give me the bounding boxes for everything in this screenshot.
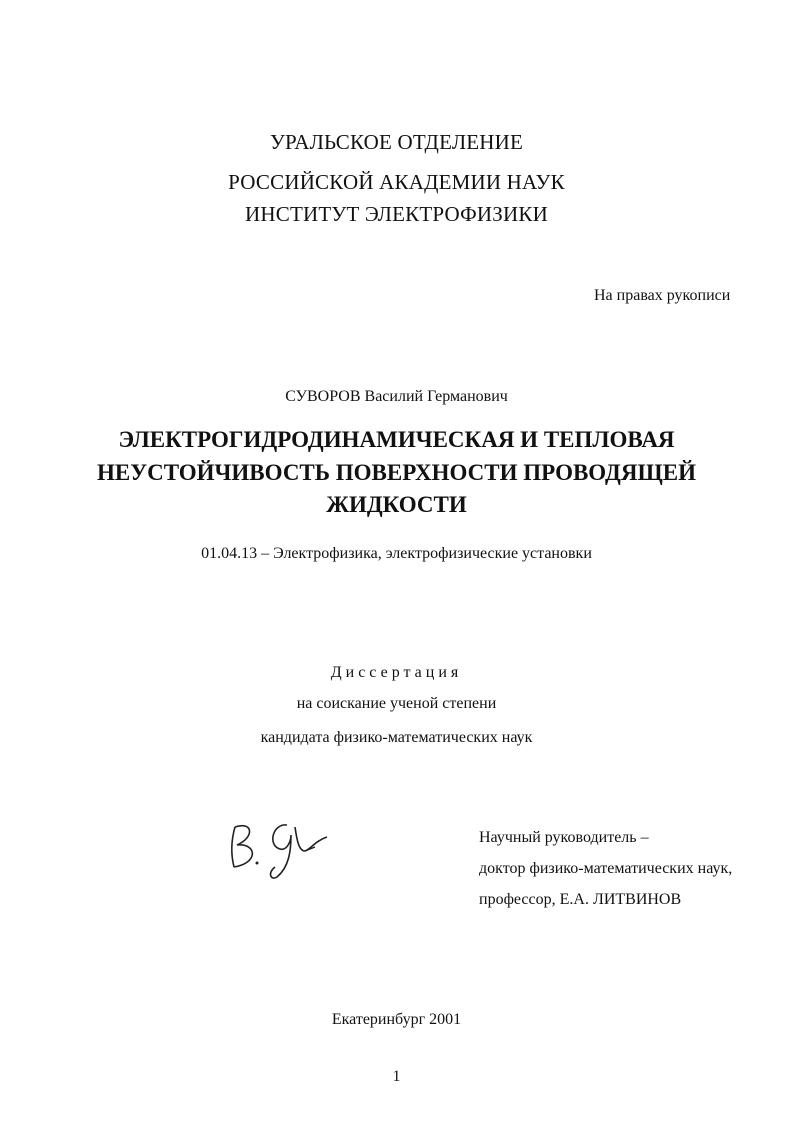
org-line-3: ИНСТИТУТ ЭЛЕКТРОФИЗИКИ [245, 202, 548, 226]
specialty-code: 01.04.13 – Электрофизика, электрофизические установки [201, 545, 592, 562]
degree-line-1: на соискание ученой степени [296, 695, 497, 712]
author-name: СУВОРОВ Василий Германович [285, 388, 508, 405]
org-line-2: РОССИЙСКОЙ АКАДЕМИИ НАУК [228, 170, 565, 194]
dissertation-label: Диссертация [330, 664, 463, 681]
org-line-1: УРАЛЬСКОЕ ОТДЕЛЕНИЕ [269, 130, 524, 154]
supervisor-line-3: профессор, Е.А. ЛИТВИНОВ [479, 891, 682, 908]
place-year: Екатеринбург 2001 [331, 1011, 462, 1028]
page-number: 1 [392, 1068, 401, 1085]
supervisor-line-2: доктор физико-математических наук, [479, 860, 733, 877]
supervisor-line-1: Научный руководитель – [479, 829, 649, 846]
thesis-title-line-2: НЕУСТОЙЧИВОСТЬ ПОВЕРХНОСТИ ПРОВОДЯЩЕЙ [97, 460, 696, 485]
degree-line-2: кандидата физико-математических наук [260, 729, 533, 746]
manuscript-note: На правах рукописи [594, 287, 731, 304]
thesis-title-line-3: ЖИДКОСТИ [326, 492, 467, 517]
handwritten-signature-icon [225, 815, 345, 885]
thesis-title-line-1: ЭЛЕКТРОГИДРОДИНАМИЧЕСКАЯ И ТЕПЛОВАЯ [118, 427, 675, 452]
